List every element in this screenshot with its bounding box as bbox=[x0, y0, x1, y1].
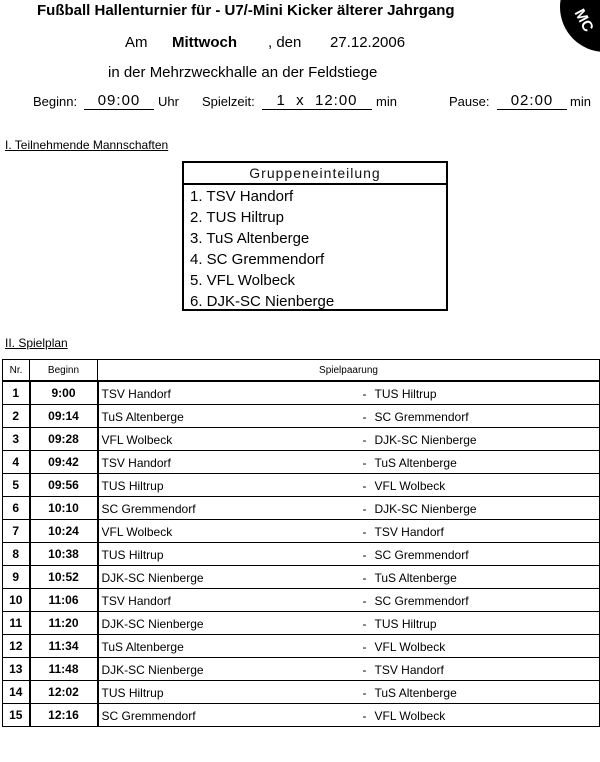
logo-text: MC bbox=[570, 6, 597, 35]
pairing-separator: - bbox=[362, 479, 367, 493]
match-pairing bbox=[98, 405, 600, 428]
home-team: VFL Wolbeck bbox=[101, 433, 173, 447]
home-team: DJK-SC Nienberge bbox=[101, 617, 204, 631]
match-row bbox=[3, 520, 600, 543]
venue: in der Mehrzweckhalle an der Feldstiege bbox=[108, 64, 378, 81]
match-row bbox=[3, 543, 600, 566]
group-box-title: Gruppeneinteilung bbox=[184, 163, 446, 185]
match-time: 9:00 bbox=[30, 381, 98, 405]
team-item: 3. TuS Altenberge bbox=[190, 230, 310, 247]
away-team: SC Gremmendorf bbox=[374, 548, 469, 562]
match-pairing bbox=[98, 658, 600, 681]
away-team: SC Gremmendorf bbox=[374, 594, 469, 608]
home-team: TuS Altenberge bbox=[101, 640, 184, 654]
weekday: Mittwoch bbox=[172, 34, 237, 51]
match-row bbox=[3, 612, 600, 635]
match-nr: 11 bbox=[3, 612, 30, 635]
pairing-separator: - bbox=[362, 640, 367, 654]
match-pairing bbox=[98, 566, 600, 589]
match-pairing bbox=[98, 612, 600, 635]
home-team: DJK-SC Nienberge bbox=[101, 571, 204, 585]
away-team: TuS Altenberge bbox=[374, 456, 457, 470]
match-nr: 13 bbox=[3, 658, 30, 681]
match-pairing bbox=[98, 497, 600, 520]
home-team: TuS Altenberge bbox=[101, 410, 184, 424]
match-row bbox=[3, 428, 600, 451]
match-nr: 8 bbox=[3, 543, 30, 566]
match-row bbox=[3, 474, 600, 497]
col-begin-header: Beginn bbox=[30, 360, 98, 382]
match-nr: 7 bbox=[3, 520, 30, 543]
home-team: TSV Handorf bbox=[101, 456, 171, 470]
match-row bbox=[3, 451, 600, 474]
match-pairing bbox=[98, 681, 600, 704]
match-pairing bbox=[98, 451, 600, 474]
pause-unit: min bbox=[570, 94, 591, 109]
match-row bbox=[3, 681, 600, 704]
away-team: DJK-SC Nienberge bbox=[374, 433, 477, 447]
pairing-separator: - bbox=[362, 594, 367, 608]
pause-label: Pause: bbox=[449, 94, 490, 109]
club-logo bbox=[560, 0, 600, 52]
match-time: 11:34 bbox=[30, 635, 98, 658]
away-team: TUS Hiltrup bbox=[374, 387, 437, 401]
pairing-separator: - bbox=[362, 571, 367, 585]
away-team: SC Gremmendorf bbox=[374, 410, 469, 424]
group-box bbox=[182, 161, 448, 311]
away-team: TSV Handorf bbox=[374, 663, 444, 677]
match-pairing bbox=[98, 381, 600, 405]
begin-value: 09:00 bbox=[84, 92, 154, 110]
match-time: 09:14 bbox=[30, 405, 98, 428]
match-time: 12:02 bbox=[30, 681, 98, 704]
away-team: DJK-SC Nienberge bbox=[374, 502, 477, 516]
pairing-separator: - bbox=[362, 525, 367, 539]
match-row bbox=[3, 381, 600, 405]
pause-value: 02:00 bbox=[497, 92, 567, 110]
match-nr: 12 bbox=[3, 635, 30, 658]
match-time: 10:24 bbox=[30, 520, 98, 543]
match-time: 10:52 bbox=[30, 566, 98, 589]
home-team: SC Gremmendorf bbox=[101, 709, 196, 723]
match-nr: 6 bbox=[3, 497, 30, 520]
match-pairing bbox=[98, 543, 600, 566]
home-team: TSV Handorf bbox=[101, 387, 171, 401]
match-pairing bbox=[98, 589, 600, 612]
match-pairing bbox=[98, 635, 600, 658]
begin-label: Beginn: bbox=[33, 94, 78, 109]
match-pairing bbox=[98, 704, 600, 727]
match-nr: 1 bbox=[3, 381, 30, 405]
playtime-value: 1 x 12:00 bbox=[262, 92, 372, 110]
away-team: VFL Wolbeck bbox=[374, 640, 446, 654]
team-item: 4. SC Gremmendorf bbox=[190, 251, 325, 268]
away-team: TUS Hiltrup bbox=[374, 617, 437, 631]
away-team: TuS Altenberge bbox=[374, 686, 457, 700]
match-nr: 14 bbox=[3, 681, 30, 704]
pairing-separator: - bbox=[362, 709, 367, 723]
home-team: TUS Hiltrup bbox=[101, 548, 164, 562]
match-time: 11:20 bbox=[30, 612, 98, 635]
den-label: , den bbox=[268, 34, 302, 51]
match-nr: 10 bbox=[3, 589, 30, 612]
match-time: 10:38 bbox=[30, 543, 98, 566]
match-row bbox=[3, 589, 600, 612]
document-title: Fußball Hallenturnier für - U7/-Mini Kicker älterer Jahrgang bbox=[37, 2, 455, 19]
match-time: 09:42 bbox=[30, 451, 98, 474]
match-time: 12:16 bbox=[30, 704, 98, 727]
match-nr: 15 bbox=[3, 704, 30, 727]
match-row bbox=[3, 566, 600, 589]
match-time: 11:48 bbox=[30, 658, 98, 681]
playtime-unit: min bbox=[376, 94, 397, 109]
begin-unit: Uhr bbox=[158, 94, 179, 109]
home-team: SC Gremmendorf bbox=[101, 502, 196, 516]
home-team: DJK-SC Nienberge bbox=[101, 663, 204, 677]
pairing-separator: - bbox=[362, 617, 367, 631]
home-team: TSV Handorf bbox=[101, 594, 171, 608]
date: 27.12.2006 bbox=[330, 34, 406, 51]
match-row bbox=[3, 704, 600, 727]
pairing-separator: - bbox=[362, 502, 367, 516]
team-item: 1. TSV Handorf bbox=[190, 188, 294, 205]
pairing-separator: - bbox=[362, 433, 367, 447]
pairing-separator: - bbox=[362, 548, 367, 562]
match-time: 09:28 bbox=[30, 428, 98, 451]
home-team: VFL Wolbeck bbox=[101, 525, 173, 539]
away-team: TSV Handorf bbox=[374, 525, 444, 539]
match-nr: 5 bbox=[3, 474, 30, 497]
team-item: 6. DJK-SC Nienberge bbox=[190, 293, 335, 310]
away-team: VFL Wolbeck bbox=[374, 479, 446, 493]
col-pairing-header: Spielpaarung bbox=[98, 360, 600, 382]
pairing-separator: - bbox=[362, 686, 367, 700]
pairing-separator: - bbox=[362, 456, 367, 470]
schedule-header-row bbox=[3, 360, 600, 382]
schedule-heading: II. Spielplan bbox=[5, 336, 68, 350]
match-nr: 4 bbox=[3, 451, 30, 474]
schedule-table bbox=[2, 359, 600, 727]
am-label: Am bbox=[125, 34, 148, 51]
away-team: TuS Altenberge bbox=[374, 571, 457, 585]
away-team: VFL Wolbeck bbox=[374, 709, 446, 723]
match-row bbox=[3, 497, 600, 520]
match-time: 09:56 bbox=[30, 474, 98, 497]
match-nr: 9 bbox=[3, 566, 30, 589]
match-nr: 3 bbox=[3, 428, 30, 451]
pairing-separator: - bbox=[362, 410, 367, 424]
match-time: 10:10 bbox=[30, 497, 98, 520]
match-pairing bbox=[98, 520, 600, 543]
pairing-separator: - bbox=[362, 387, 367, 401]
team-item: 5. VFL Wolbeck bbox=[190, 272, 296, 289]
match-row bbox=[3, 405, 600, 428]
home-team: TUS Hiltrup bbox=[101, 479, 164, 493]
match-row bbox=[3, 635, 600, 658]
col-nr-header: Nr. bbox=[3, 360, 30, 382]
match-pairing bbox=[98, 474, 600, 497]
team-item: 2. TUS Hiltrup bbox=[190, 209, 284, 226]
match-pairing bbox=[98, 428, 600, 451]
match-time: 11:06 bbox=[30, 589, 98, 612]
teams-heading: I. Teilnehmende Mannschaften bbox=[5, 138, 169, 152]
pairing-separator: - bbox=[362, 663, 367, 677]
match-nr: 2 bbox=[3, 405, 30, 428]
home-team: TUS Hiltrup bbox=[101, 686, 164, 700]
playtime-label: Spielzeit: bbox=[202, 94, 255, 109]
match-row bbox=[3, 658, 600, 681]
